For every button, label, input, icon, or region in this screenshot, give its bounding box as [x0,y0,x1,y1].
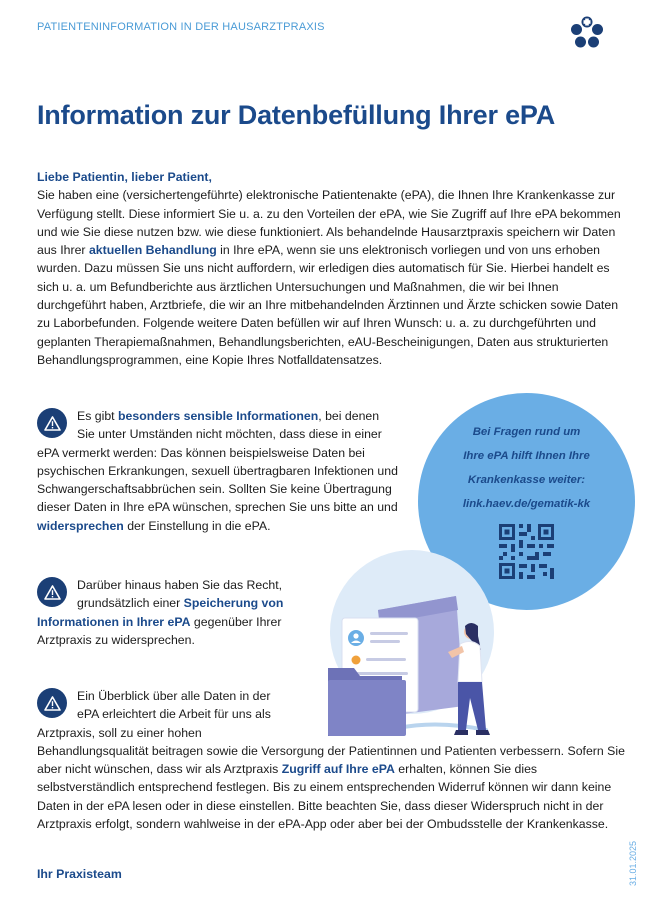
patient-documents-illustration [308,540,508,740]
access-highlight: Zugriff auf Ihre ePA [281,762,395,777]
signature: Ihr Praxisteam [37,867,122,881]
page-title: Information zur Datenbefüllung Ihrer ePA [37,100,556,130]
warning-icon [37,577,67,607]
intro-text-continued: in Ihre ePA, wenn sie uns elektronisch vorliegen und von uns erhoben wurden. Dazu müssen Sie uns nicht auffordern, wir erledigen dies automatisch für Sie. Hierbei handelt es sich u. a. um Befundberichte aus ärztlichen Untersuchungen und Maßnahmen, die wir bei Ihnen durchgeführt haben, Arztbriefe, die wir an Ihre mitbehandelnden Ärztinnen und Ärzte schicken sowie Daten zu Laborbefunden. Folgende weitere Daten befüllen wir auf Ihren Wunsch: u. a. zu durchgeführten und geplanten Therapiemaßnahmen, Behandlungsberichten, eAU-Bescheinigungen, Daten aus strukturierten Behandlungsprogrammen, eine Kopie Ihres Notfalldatensatzes. [37,243,619,367]
sensitive-info-highlight: besonders sensible Informationen [118,409,319,423]
warning-icon [37,688,67,718]
storage-highlight: Speicherung von Informationen in Ihrer ePA [37,596,284,629]
intro-paragraph [37,168,627,369]
widersprechen-highlight: widersprechen [37,518,124,533]
storage-objection-section: Darüber hinaus haben Sie das Recht, grundsätzlich einer Speicherung von Informationen in Ihrer ePA gegenüber Ihrer Arztpraxis zu widersprechen. [37,578,284,647]
hausaerzteverband-logo-icon [570,16,604,50]
sensitive-data-section: Es gibt besonders sensible Informationen, bei denen Sie unter Umständen nicht möchten, dass diese in einer ePA vermerkt werden: Das können beispielsweise Daten bei psychischen Erkrankungen, sexuell übertragbaren Infektionen und Schwangerschaftsabbrüchen sein. Sollten Sie keine Übertragung dieser Daten in Ihre ePA wünschen, sprechen Sie uns bitte an und widersprechen der Einstellung in die ePA. [37,409,398,533]
gematik-link[interactable]: link.haev.de/gematik-kk [462,498,591,510]
access-section: Ein Überblick über alle Daten in der ePA erleichtert die Arbeit für uns als Arztpraxis, soll zu einer hohen Behandlungsqualität beitragen sowie die Versorgung der Patientinnen und Patienten verbessern. Sofern Sie aber nicht wünschen, dass wir als Arztpraxis Zugriff auf Ihre ePA erhalten, können Sie dies selbstverständlich entsprechend festlegen. Bis zu einem entsprechenden Widerruf können wir dann keine Daten in der ePA lesen oder in diese einstellen. Bitte beachten Sie, dass dieser Widerspruch nicht in der Arztpraxis erfolgt, sondern wahlweise in der ePA-App oder aber bei der Ombudsstelle der Krankenkasse. [37,689,625,832]
intro-highlight: aktuellen Behandlung [88,243,217,258]
warning-icon [37,408,67,438]
bubble-text: Bei Fragen rund um Ihre ePA hilft Ihnen Ihre Krankenkasse weiter: link.haev.de/gematik-kk [436,420,617,516]
intro-text: Sie haben eine (versichertengeführte) elektronische Patientenakte (ePA), die Ihnen Ihre Krankenkasse zur Verfügung stellt. Diese informiert Sie u. a. zu den Vorteilen der ePA, wie Sie Zugriff auf Ihre ePA bekommen und wie Sie diese nutzen bzw. wie diese funktioniert. Als behandelnde Hausarztpraxis speichern wir Daten aus Ihrer [37,188,621,258]
date-label: 31.01.2025 [628,840,638,886]
header-label: PATIENTENINFORMATION IN DER HAUSARZTPRAXIS [37,21,325,33]
salutation: Liebe Patientin, lieber Patient, [37,170,212,184]
